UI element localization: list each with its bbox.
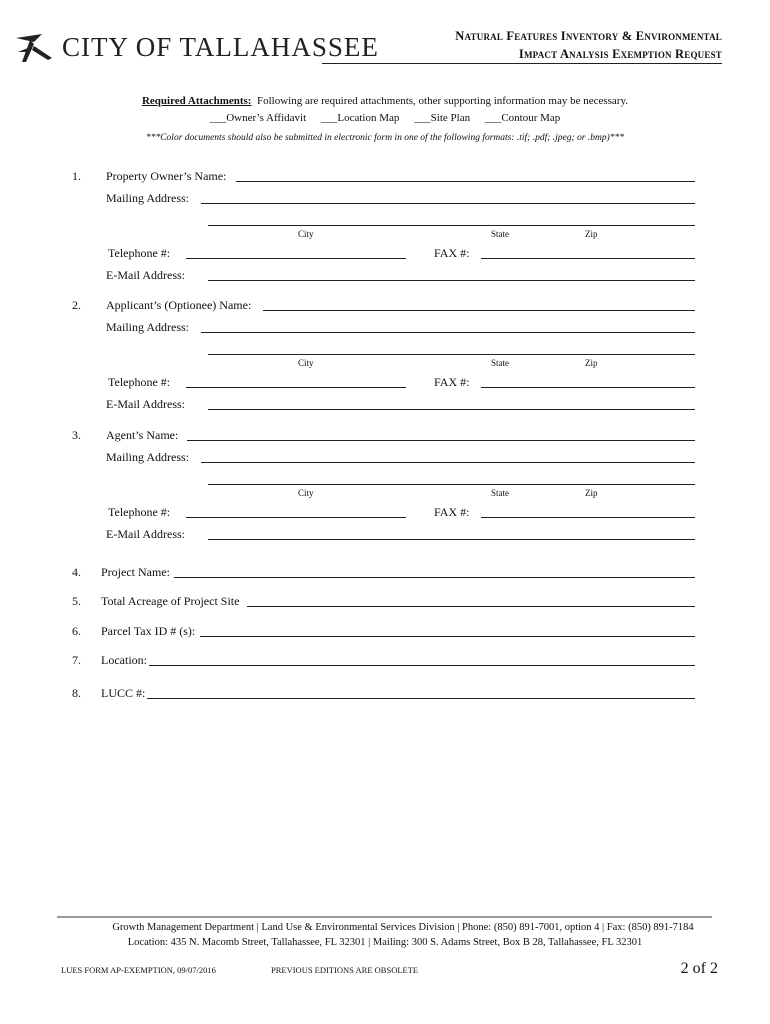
applicant-telephone-label: Telephone #: [108,375,171,389]
agent-fax-label: FAX #: [434,505,470,519]
project-name-label: Project Name: [101,565,170,579]
attachment-list [0,112,770,124]
zip-caption: Zip [585,229,598,239]
field-number: 4. [72,565,81,579]
section-number: 3. [72,428,81,442]
form-title-line2: Impact Analysis Exemption Request [518,47,722,61]
agent-fax-field[interactable] [481,517,695,518]
total-acreage-field[interactable] [247,606,695,607]
state-caption: State [491,488,509,498]
parcel-tax-id-field[interactable] [200,636,695,637]
state-caption: State [491,229,509,239]
section-number: 1. [72,169,81,183]
attachment-site-plan[interactable]: ___Site Plan [414,112,471,124]
footer-rule [57,916,712,918]
applicant-fax-field[interactable] [481,387,695,388]
city-logo-icon [12,28,58,68]
agent-telephone-field[interactable] [186,517,406,518]
owner-city-state-zip-field[interactable] [208,225,695,226]
city-caption: City [298,229,314,239]
field-number: 8. [72,686,81,700]
applicant-telephone-field[interactable] [186,387,406,388]
city-caption: City [298,488,314,498]
owner-name-label: Property Owner’s Name: [106,169,227,183]
header-rule [322,63,722,64]
applicant-mailing-label: Mailing Address: [106,320,189,334]
location-field[interactable] [149,665,695,666]
form-title [455,27,722,63]
attachment-contour-map[interactable]: ___Contour Map [484,112,561,124]
state-caption: State [491,358,509,368]
field-number: 7. [72,653,81,667]
total-acreage-label: Total Acreage of Project Site [101,594,240,608]
required-attachments [0,95,770,107]
attachment-owners-affidavit[interactable]: ___Owner’s Affidavit [209,112,307,124]
agent-mailing-label: Mailing Address: [106,450,189,464]
field-number: 6. [72,624,81,638]
required-attachments-label: Required Attachments: [141,95,252,107]
owner-mailing-field[interactable] [201,203,695,204]
owner-email-field[interactable] [208,280,695,281]
applicant-email-label: E-Mail Address: [106,397,185,411]
applicant-fax-label: FAX #: [434,375,470,389]
zip-caption: Zip [585,488,598,498]
owner-email-label: E-Mail Address: [106,268,185,282]
form-id: LUES FORM AP-EXEMPTION, 09/07/2016 [61,965,216,975]
required-attachments-intro: Following are required attachments, other supporting information may be necessary. [256,95,629,107]
agent-city-state-zip-field[interactable] [208,484,695,485]
applicant-email-field[interactable] [208,409,695,410]
owner-name-field[interactable] [236,181,695,182]
electronic-format-note: ***Color documents should also be submitted in electronic form in one of the following formats: .tif; .pdf; .jpeg; or .bmp)*** [145,133,625,143]
form-title-line1: Natural Features Inventory & Environmental [455,29,722,43]
owner-telephone-field[interactable] [186,258,406,259]
agent-email-field[interactable] [208,539,695,540]
agent-mailing-field[interactable] [201,462,695,463]
owner-mailing-label: Mailing Address: [106,191,189,205]
project-name-field[interactable] [174,577,695,578]
attachment-location-map[interactable]: ___Location Map [320,112,400,124]
footer-address: Location: 435 N. Macomb Street, Tallahassee, FL 32301 | Mailing: 300 S. Adams Street, Box B 28, Tallahassee, FL 32301 [127,937,643,948]
page-number: 2 of 2 [680,960,718,977]
applicant-mailing-field[interactable] [201,332,695,333]
applicant-name-field[interactable] [263,310,695,311]
city-caption: City [298,358,314,368]
agent-name-field[interactable] [187,440,695,441]
parcel-tax-id-label: Parcel Tax ID # (s): [101,624,196,638]
applicant-name-label: Applicant’s (Optionee) Name: [106,298,252,312]
applicant-city-state-zip-field[interactable] [208,354,695,355]
agent-telephone-label: Telephone #: [108,505,171,519]
agent-name-label: Agent’s Name: [106,428,179,442]
logo-text: CITY OF TALLAHASSEE [62,32,379,62]
footer-contact: Growth Management Department | Land Use & Environmental Services Division | Phone: (850) 891-7001, option 4 | Fax: (850) 891-7184 [112,922,694,933]
owner-fax-label: FAX #: [434,246,470,260]
section-number: 2. [72,298,81,312]
lucc-label: LUCC #: [101,686,146,700]
owner-telephone-label: Telephone #: [108,246,171,260]
zip-caption: Zip [585,358,598,368]
location-label: Location: [101,653,147,667]
city-logo [12,28,379,68]
obsolete-notice: PREVIOUS EDITIONS ARE OBSOLETE [271,965,419,975]
agent-email-label: E-Mail Address: [106,527,185,541]
owner-fax-field[interactable] [481,258,695,259]
lucc-field[interactable] [147,698,695,699]
field-number: 5. [72,594,81,608]
